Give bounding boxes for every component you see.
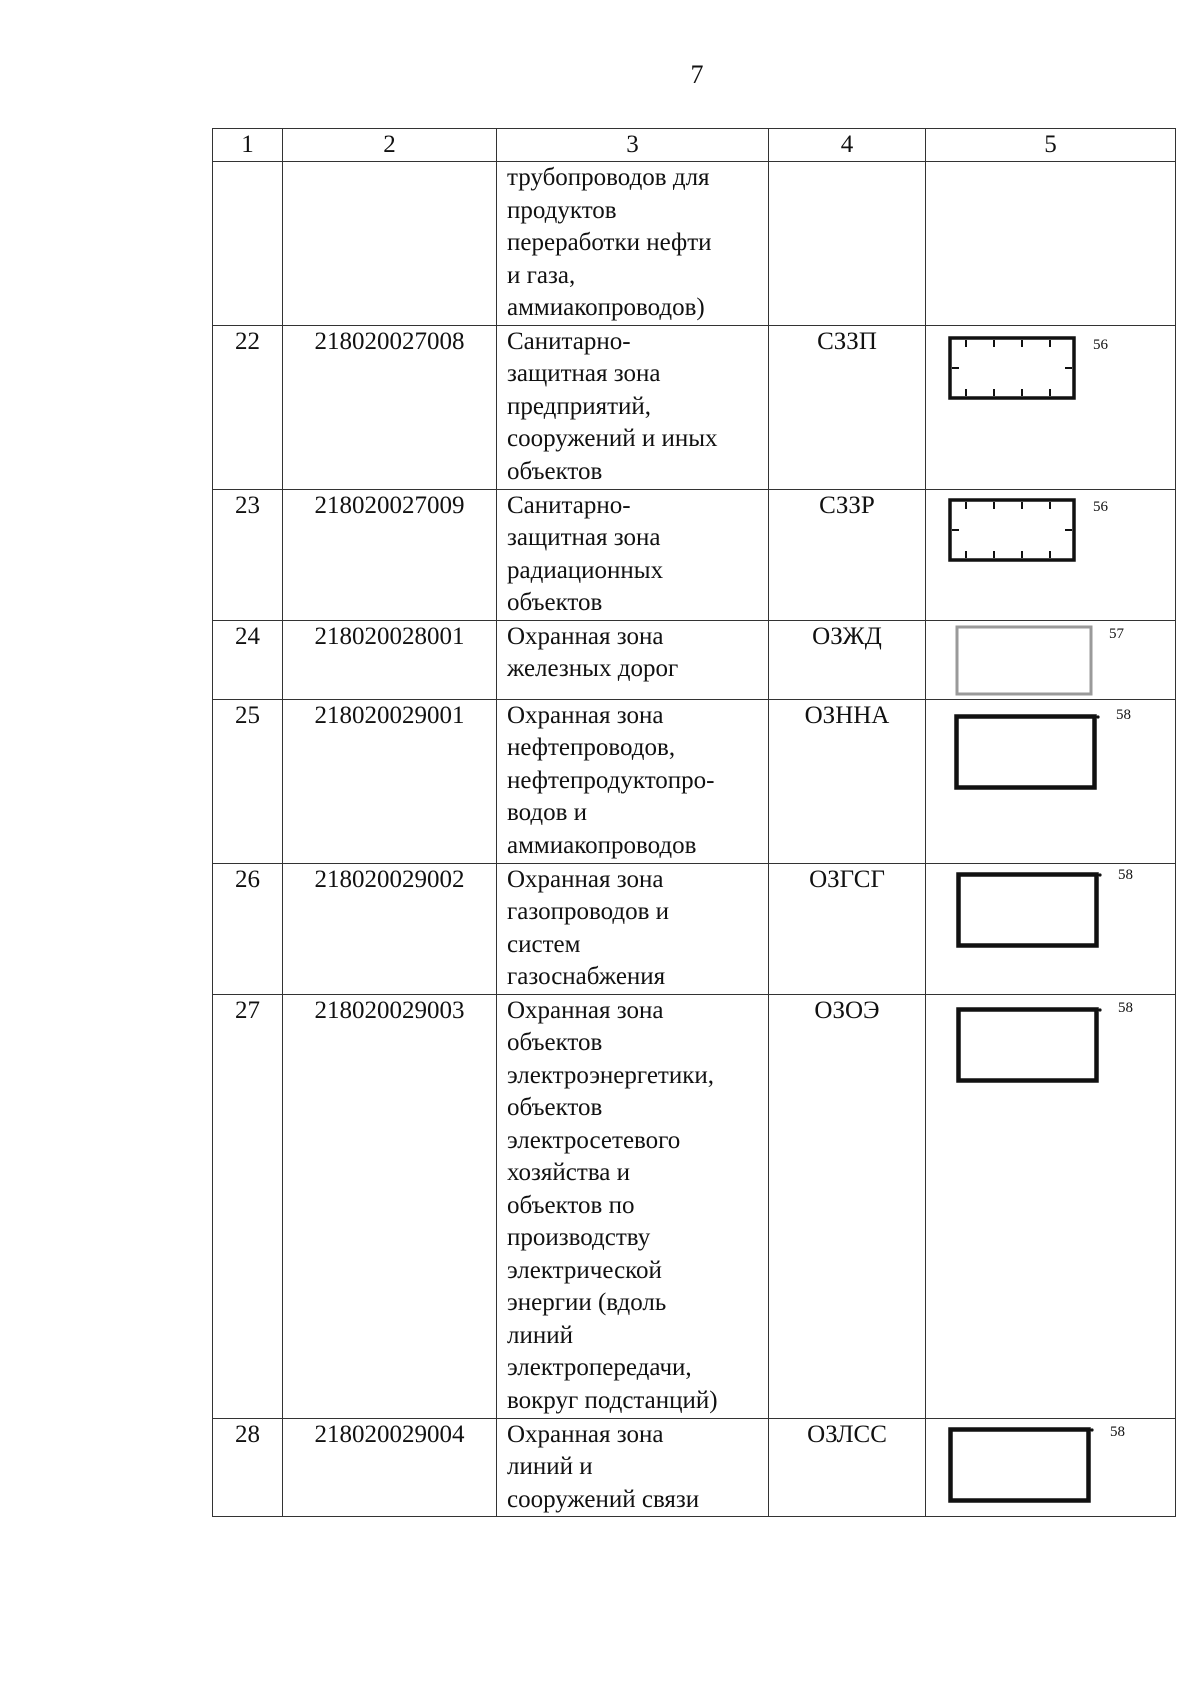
row-symbol-cell: [926, 699, 1176, 863]
header-col-3: 3: [497, 129, 769, 162]
table-row: [213, 994, 1176, 1418]
row-code: 218020028001: [283, 620, 497, 699]
row-name: [497, 489, 769, 620]
row-name-text: трубопроводов для продуктов переработки нефти и газа, аммиакопроводов): [507, 164, 712, 321]
ticked-rectangle-symbol: [948, 498, 1078, 564]
row-name: [497, 994, 769, 1418]
row-symbol-cell: [926, 863, 1176, 994]
table-row: [213, 1418, 1176, 1517]
row-number: 27: [213, 994, 283, 1418]
row-abbr: СЗЗР: [769, 489, 926, 620]
row-name: [497, 699, 769, 863]
row-abbr: ОЗОЭ: [769, 994, 926, 1418]
ticked-rectangle-symbol: [948, 336, 1078, 402]
row-number: 24: [213, 620, 283, 699]
header-col-2: 2: [283, 129, 497, 162]
row-note: 58: [1116, 706, 1131, 723]
row-symbol-cell: [926, 162, 1176, 326]
row-note: 58: [1110, 1423, 1125, 1440]
row-name: [497, 620, 769, 699]
row-number: 23: [213, 489, 283, 620]
row-symbol-cell: [926, 325, 1176, 489]
row-number: 28: [213, 1418, 283, 1517]
row-abbr: ОЗГСГ: [769, 863, 926, 994]
row-name: [497, 325, 769, 489]
row-abbr: ОЗЖД: [769, 620, 926, 699]
row-number: 25: [213, 699, 283, 863]
row-abbr: [769, 162, 926, 326]
row-name-text: Охранная зона линий и сооружений связи: [507, 1420, 700, 1513]
row-symbol-cell: [926, 994, 1176, 1418]
row-symbol-cell: [926, 1418, 1176, 1517]
row-note: 58: [1118, 866, 1133, 883]
row-number: [213, 162, 283, 326]
row-symbol-cell: [926, 620, 1176, 699]
row-name-text: Охранная зона объектов электроэнергетики, объектов электросетевого хозяйства и объектов по производству электрической энергии (вдоль линий электропередачи, вокруг подстанций): [507, 996, 718, 1414]
row-name-text: Санитарно- защитная зона предприятий, сооружений и иных объектов: [507, 327, 718, 485]
row-code: 218020029001: [283, 699, 497, 863]
row-code: 218020029002: [283, 863, 497, 994]
bold-rectangle-symbol: [948, 1427, 1094, 1505]
row-note: 58: [1118, 999, 1133, 1016]
row-name: [497, 1418, 769, 1517]
table-row: [213, 699, 1176, 863]
row-name: [497, 863, 769, 994]
row-note: 56: [1093, 498, 1108, 515]
row-code: 218020027009: [283, 489, 497, 620]
header-col-1: 1: [213, 129, 283, 162]
row-name-text: Охранная зона нефтепроводов, нефтепродуктопро- водов и аммиакопроводов: [507, 701, 715, 859]
row-code: 218020029003: [283, 994, 497, 1418]
header-col-5: 5: [926, 129, 1176, 162]
table-header-row: [213, 129, 1176, 162]
legend-table: [212, 128, 1176, 1517]
bold-rectangle-symbol: [954, 714, 1100, 792]
bold-rectangle-symbol: [956, 872, 1102, 950]
row-number: 22: [213, 325, 283, 489]
row-name-text: Охранная зона газопроводов и систем газоснабжения: [507, 865, 670, 990]
row-name: [497, 162, 769, 326]
row-code: 218020029004: [283, 1418, 497, 1517]
row-abbr: ОЗЛСС: [769, 1418, 926, 1517]
header-col-4: 4: [769, 129, 926, 162]
grey-rectangle-symbol: [955, 625, 1095, 697]
row-note: 56: [1093, 336, 1108, 353]
table-row: [213, 325, 1176, 489]
row-abbr: ОЗННА: [769, 699, 926, 863]
table-row: [213, 162, 1176, 326]
row-name-text: Санитарно- защитная зона радиационных объектов: [507, 491, 664, 616]
row-code: [283, 162, 497, 326]
page-number: 7: [690, 60, 704, 89]
row-code: 218020027008: [283, 325, 497, 489]
table-row: [213, 620, 1176, 699]
row-name-text: Охранная зона железных дорог: [507, 622, 679, 682]
table-row: [213, 863, 1176, 994]
row-symbol-cell: [926, 489, 1176, 620]
row-note: 57: [1109, 625, 1124, 642]
row-abbr: СЗЗП: [769, 325, 926, 489]
bold-rectangle-symbol: [956, 1007, 1102, 1085]
table-row: [213, 489, 1176, 620]
row-number: 26: [213, 863, 283, 994]
